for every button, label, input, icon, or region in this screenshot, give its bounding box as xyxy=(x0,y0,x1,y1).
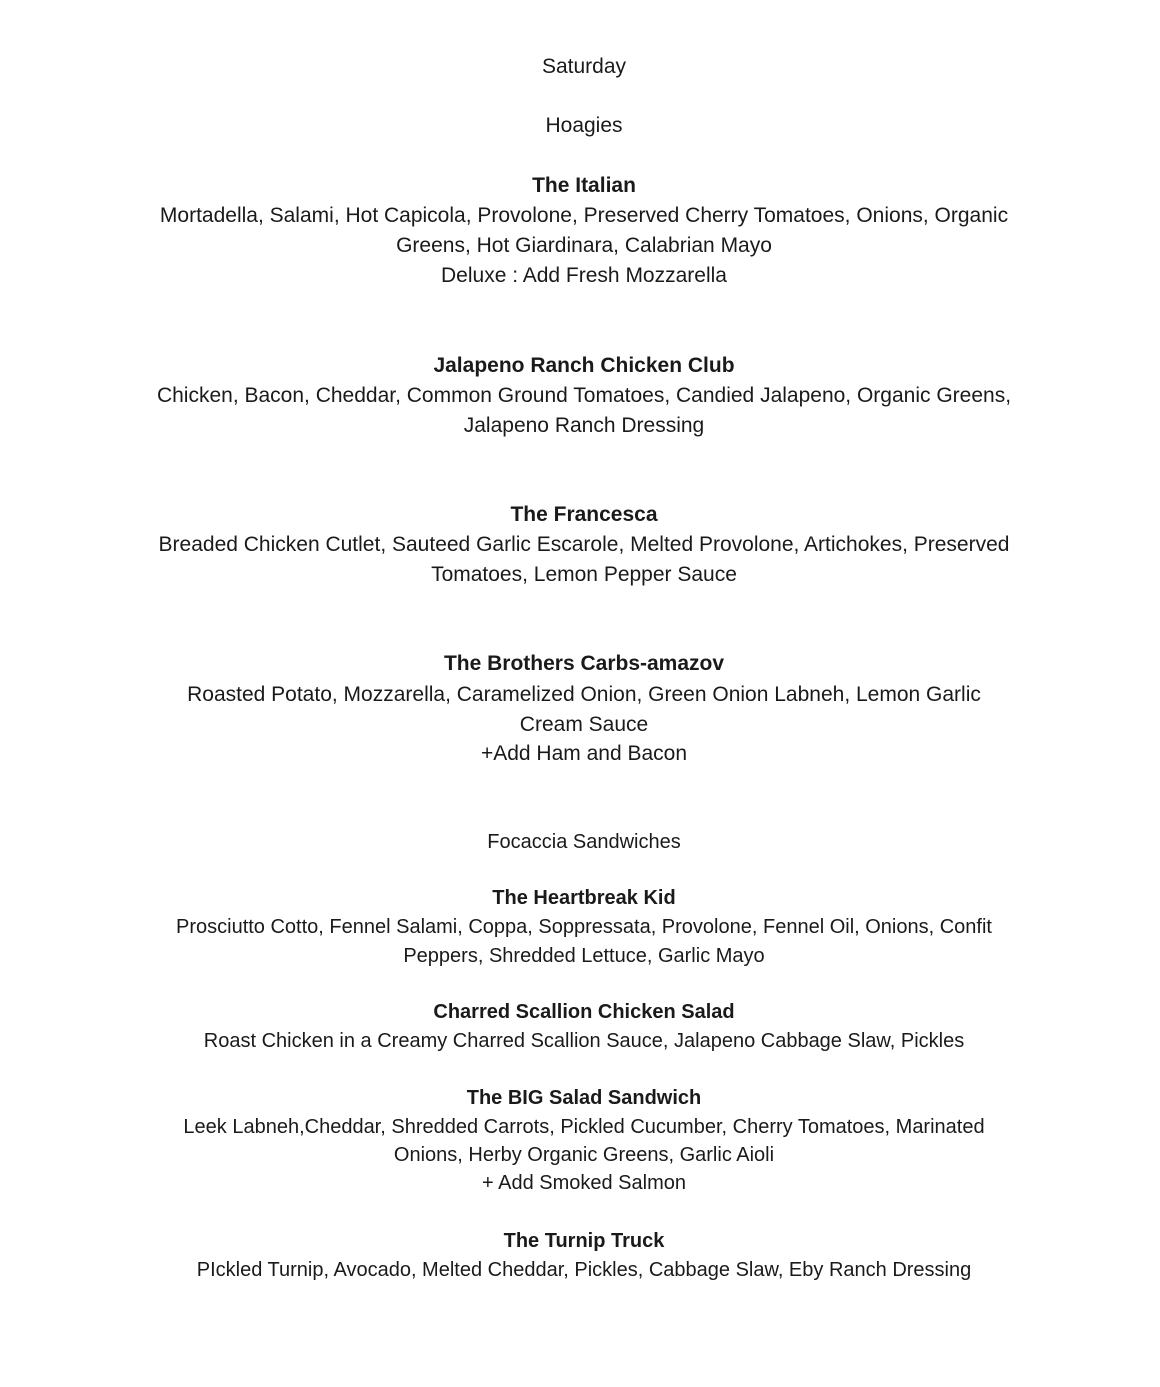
item-description: Tomatoes, Lemon Pepper Sauce xyxy=(431,563,737,586)
item-description: Prosciutto Cotto, Fennel Salami, Coppa, Soppressata, Provolone, Fennel Oil, Onions, Confit xyxy=(176,916,992,938)
item-title: Jalapeno Ranch Chicken Club xyxy=(433,354,735,377)
item-description: Roasted Potato, Mozzarella, Caramelized Onion, Green Onion Labneh, Lemon Garlic xyxy=(187,683,981,706)
focaccia-heading: Focaccia Sandwiches xyxy=(487,831,681,853)
item-description: Breaded Chicken Cutlet, Sauteed Garlic Escarole, Melted Provolone, Artichokes, Preserved xyxy=(158,533,1010,556)
item-title: The Brothers Carbs-amazov xyxy=(443,652,725,675)
item-title: The Turnip Truck xyxy=(503,1230,665,1252)
item-description: Mortadella, Salami, Hot Capicola, Provolone, Preserved Cherry Tomatoes, Onions, Organic xyxy=(159,204,1009,227)
item-description: Chicken, Bacon, Cheddar, Common Ground Tomatoes, Candied Jalapeno, Organic Greens, xyxy=(156,384,1012,407)
item-addon: +Add Ham and Bacon xyxy=(480,742,688,765)
item-description: Cream Sauce xyxy=(519,713,649,736)
hoagies-heading: Hoagies xyxy=(545,114,623,137)
day-heading: Saturday xyxy=(541,55,627,78)
item-description: Peppers, Shredded Lettuce, Garlic Mayo xyxy=(403,945,765,967)
item-addon: + Add Smoked Salmon xyxy=(481,1172,686,1194)
item-title: Charred Scallion Chicken Salad xyxy=(433,1001,735,1023)
item-title: The Italian xyxy=(532,174,636,197)
item-description: Leek Labneh,Cheddar, Shredded Carrots, Pickled Cucumber, Cherry Tomatoes, Marinated xyxy=(183,1116,985,1138)
item-description: PIckled Turnip, Avocado, Melted Cheddar, Pickles, Cabbage Slaw, Eby Ranch Dressing xyxy=(196,1259,972,1281)
item-title: The BIG Salad Sandwich xyxy=(466,1087,702,1109)
item-addon: Deluxe : Add Fresh Mozzarella xyxy=(441,264,727,287)
item-description: Roast Chicken in a Creamy Charred Scallion Sauce, Jalapeno Cabbage Slaw, Pickles xyxy=(203,1030,965,1052)
item-title: The Heartbreak Kid xyxy=(492,887,676,909)
item-title: The Francesca xyxy=(510,503,658,526)
item-description: Jalapeno Ranch Dressing xyxy=(463,414,705,437)
item-description: Onions, Herby Organic Greens, Garlic Aioli xyxy=(393,1144,775,1166)
item-description: Greens, Hot Giardinara, Calabrian Mayo xyxy=(396,234,772,257)
